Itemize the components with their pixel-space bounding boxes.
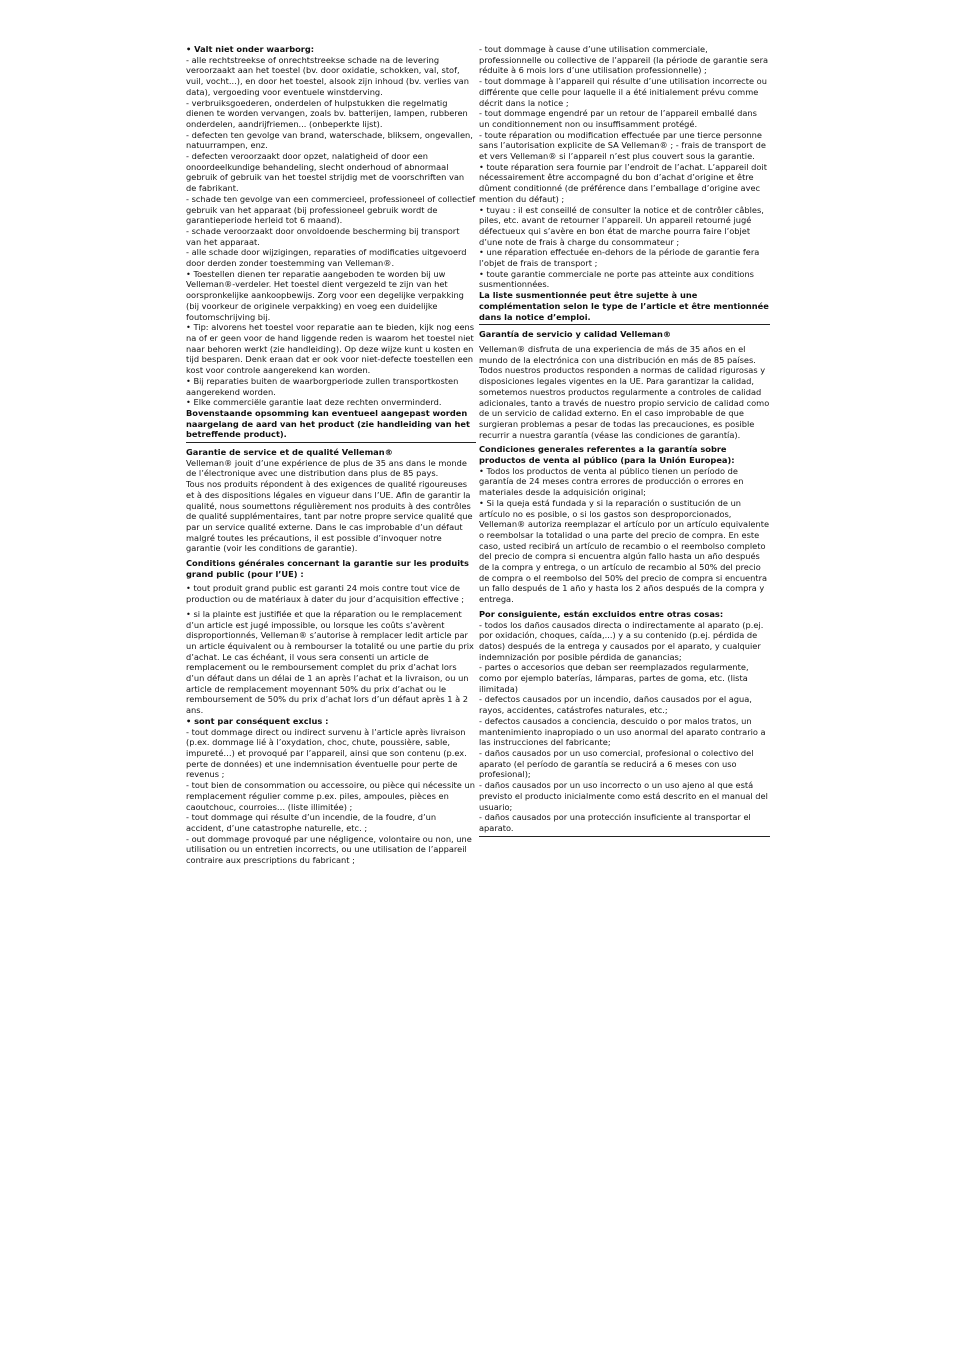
list-item: - tout dommage qui résulte d’un incendie, de la foudre, d’un accident, d’une catastrophe naturelle, etc. ; <box>186 812 437 833</box>
list-item: - alle rechtstreekse of onrechtstreekse schade na de levering veroorzaakt aan het toestel (bv. door oxidatie, schokken, val, stof, vuil, vocht...), en door het toestel, alsook zijn inhoud (bv. verlies van data), vergoeding voor eventuele winstderving. <box>186 54 469 97</box>
list-item: - daños causados por una protección insuficiente al transportar el aparato. <box>479 812 751 833</box>
list-item: - toute réparation ou modification effectuée par une tierce personne sans l’autorisation explicite de SA Velleman® ; - frais de transport de et vers Velleman® si l’appareil n’est plus couvert sous la garantie. <box>479 129 766 162</box>
list-item: - tout dommage à cause d’une utilisation commerciale, professionnelle ou collective de l’appareil (la période de garantie sera réduite à 6 mois lors d’une utilisation professionnelle) ; <box>479 44 769 76</box>
list-item: - defectos causados por un incendio, daños causados por el agua, rayos, accidentes, catástrofes naturales, etc.; <box>479 694 752 716</box>
fr-intro-paragraph: Tous nos produits répondent à des exigences de qualité rigoureuses et à des dispositions légales en vigueur dans l’UE. Afin de garantir la qualité, nous soumettons régulièrement nos produits à des contrôles de qualité supplémentaires, tant par notre propre service qualité que par un service qualité externe. Dans le cas improbable d’un défaut malgré toutes les précautions, il est possible d’invoquer notre garantie (voir les conditions de garantie). <box>186 479 473 554</box>
list-item: • Tip: alvorens het toestel voor reparatie aan te bieden, kijk nog eens na of er geen voor de hand liggende reden is waarom het toestel niet naar behoren werkt (zie handleiding). Op deze wijze kunt u kosten en tijd besparen. Denk eraan dat er ook voor niet-defecte toestellen een kost voor controle aangerekend kan worden. <box>186 322 475 376</box>
left-column <box>186 44 476 866</box>
list-item: - todos los daños causados directa o indirectamente al aparato (p.ej. por oxidación, choques, caída,...) y a su contenido (p.ej. pérdida de datos) después de la entrega y causados por el aparato, y cualquier indemnización por posible pérdida de ganancias; <box>479 619 764 662</box>
fr-condition-item: • tout produit grand public est garanti 24 mois contre tout vice de production ou de matériaux à dater du jour d’acquisition effective ; <box>186 583 465 605</box>
fr-exclusions-heading: • sont par conséquent exclus : <box>186 715 329 726</box>
list-item: • tuyau : il est conseillé de consulter la notice et de contrôler câbles, piles, etc. avant de retourner l’appareil. Un appareil retourné jugé défectueux qui s’avère en bon état de marche pourra faire l’objet d’une note de frais à charge du consommateur ; <box>479 204 764 247</box>
list-item: • Bij reparaties buiten de waarborgperiode zullen transportkosten aangerekend worden. <box>186 375 459 397</box>
list-item: - schade ten gevolge van een commercieel, professioneel of collectief gebruik van het apparaat (bij professioneel gebruik wordt de garantieperiode herleid tot 6 maand). <box>186 193 476 226</box>
list-item: - alle schade door wijzigingen, reparaties of modificaties uitgevoerd door derden zonder toestemming van Velleman®. <box>186 247 467 269</box>
fr-section-title: Garantie de service et de qualité Velleman® <box>186 447 393 458</box>
list-item: • Toestellen dienen ter reparatie aangeboden te worden bij uw Velleman®-verdeler. Het toestel dient vergezeld te zijn van het oorspronkelijke aankoopbewijs. Zorg voor een degelijke verpakking (bij voorkeur de originele verpakking) en voeg een duidelijke foutomschrijving bij. <box>186 268 464 322</box>
list-item: - out dommage provoqué par une négligence, volontaire ou non, une utilisation ou un entretien incorrects, ou une utilisation de l’appareil contraire aux prescriptions du fabricant ; <box>186 833 472 866</box>
list-item: - defecten ten gevolge van brand, waterschade, bliksem, ongevallen, natuurrampen, enz. <box>186 129 473 151</box>
list-item: • toute réparation sera fournie par l’endroit de l’achat. L’appareil doit nécessairement être accompagné du bon d’achat d’origine et être dûment conditionné (de préférence dans l’emballage d’origine avec mention du défaut) ; <box>479 161 767 204</box>
right-column <box>479 44 770 839</box>
nl-exclusions-list <box>186 55 476 408</box>
list-item: • toute garantie commerciale ne porte pas atteinte aux conditions susmentionnées. <box>479 268 754 290</box>
list-item: - defecten veroorzaakt door opzet, nalatigheid of door een onoordeelkundige behandeling, slecht onderhoud of abnormaal gebruik of gebruik van het toestel strijdig met de voorschriften van de fabrikant. <box>186 151 465 194</box>
es-condition-item: • Todos los productos de venta al público tienen un período de garantía de 24 meses contra errores de producción o errores en materiales desde la adquisición original; <box>479 465 744 498</box>
nl-exclusions-heading: • Valt niet onder waarborg: <box>186 44 315 54</box>
list-item: - tout dommage engendré par un retour de l’appareil emballé dans un conditionnement non ou insuffisamment protégé. <box>479 108 757 129</box>
fr-continued-list <box>479 44 770 290</box>
es-section-title: Garantía de servicio y calidad Velleman® <box>479 329 672 340</box>
es-intro-paragraph: Velleman® disfruta de una experiencia de más de 35 años en el mundo de la electrónica con una distribución en más de 85 países. Todos nuestros productos responden a normas de calidad rigurosas y disposiciones legales vigentes en la UE. Para garantizar la calidad, sometemos nuestros productos regularmente a controles de calidad adicionales, tanto a través de nuestro propio servicio de calidad como de un servicio de calidad externo. En el caso improbable de que surgieran problemas a pesar de todas las precauciones, es posible recurrir a nuestra garantía (véase las condiciones de garantía). <box>479 343 770 440</box>
es-exclusions-list <box>479 620 770 837</box>
fr-conditions-heading: Conditions générales concernant la garantie sur les produits grand public (pour l’UE) : <box>186 558 469 579</box>
list-item: - tout dommage direct ou indirect survenu à l’article après livraison (p.ex. dommage lié à l’oxydation, choc, chute, poussière, sable, impureté…) et provoqué par l’appareil, ainsi que son contenu (p.ex. perte de données) et une indemnisation éventuelle pour perte de revenus ; <box>186 726 467 780</box>
list-item: • une réparation effectuée en-dehors de la période de garantie fera l’objet de frais de transport ; <box>479 247 760 269</box>
list-item: • Elke commerciële garantie laat deze rechten onverminderd. <box>186 397 442 408</box>
list-item: - tout bien de consommation ou accessoire, ou pièce qui nécessite un remplacement régulier comme p.ex. piles, ampoules, pièces en caoutchouc, courroies… (liste illimitée) ; <box>186 780 475 812</box>
es-exclusions-heading: Por consiguiente, están excluidos entre otras cosas: <box>479 608 724 619</box>
es-conditions-heading: Condiciones generales referentes a la garantía sobre productos de venta al público (para la Unión Europea): <box>479 444 735 466</box>
list-item: - daños causados por un uso comercial, profesional o colectivo del aparato (el período de garantía se reducirá a 6 meses con uso profesional); <box>479 748 754 780</box>
list-item: - schade veroorzaakt door onvoldoende bescherming bij transport van het apparaat. <box>186 225 460 247</box>
list-item: - defectos causados a conciencia, descuido o por malos tratos, un mantenimiento inapropiado o un uso anormal del aparato contrario a las instrucciones del fabricante; <box>479 715 766 748</box>
list-item: - tout dommage à l’appareil qui résulte d’une utilisation incorrecte ou différente que celle pour laquelle il a été initialement prévu comme décrit dans la notice ; <box>479 76 767 108</box>
fr-condition-item: • si la plainte est justifiée et que la réparation ou le remplacement d’un article est jugé impossible, ou lorsque les coûts s’avèrent disproportionnés, Velleman® s’autorise à remplacer ledit article par un article équivalent ou à rembourser la totalité ou une partie du prix d’achat. Le cas échéant, il vous sera consenti un article de remplacement ou le remboursement complet du prix d’achat lors d’un défaut dans un délai de 1 an après l’achat et la livraison, ou un article de remplacement moyennant 50% du prix d’achat ou le remboursement de 50% du prix d’achat lors d’un défaut après 1 à 2 ans. <box>186 608 474 716</box>
es-condition-item: • Si la queja está fundada y si la reparación o sustitución de un artículo no es posible, o si los gastos son desproporcionados, Velleman® autoriza reemplazar el artículo por un artículo equivalente o reembolsar la totalidad o una parte del precio de compra. En este caso, usted recibirá un artículo de recambio o el reembolso completo del precio de compra si encuentra algún fallo hasta un año después de la compra y entrega, o un artículo de recambio al 50% del precio de compra o el reembolso del 50% del precio de compra si encuentra un fallo después de 1 año y hasta los 2 años después de la compra y entrega. <box>479 497 770 605</box>
list-item: - partes o accesorios que deban ser reemplazados regularmente, como por ejemplo baterías, lámparas, partes de goma, etc. (lista ilimitada) <box>479 662 749 694</box>
list-item: - verbruiksgoederen, onderdelen of hulpstukken die regelmatig dienen te worden vervangen, zoals bv. batterijen, lampen, rubberen onderdelen, aandrijfriemen... (onbeperkte lijst). <box>186 97 468 129</box>
fr-exclusions-list <box>186 727 476 866</box>
list-item: - daños causados por un uso incorrecto o un uso ajeno al que está previsto el producto inicialmente como está descrito en el manual del usuario; <box>479 780 768 812</box>
fr-footer-note: La liste susmentionnée peut être sujette à une complémentation selon le type de l’article et être mentionnée dans la notice d’emploi. <box>479 290 770 325</box>
nl-footer-note: Bovenstaande opsomming kan eventueel aangepast worden naargelang de aard van het product (zie handleiding van het betreffende product). <box>186 408 476 443</box>
fr-intro-paragraph: Velleman® jouit d’une expérience de plus de 35 ans dans le monde de l’électronique avec une distribution dans plus de 85 pays. <box>186 457 467 479</box>
